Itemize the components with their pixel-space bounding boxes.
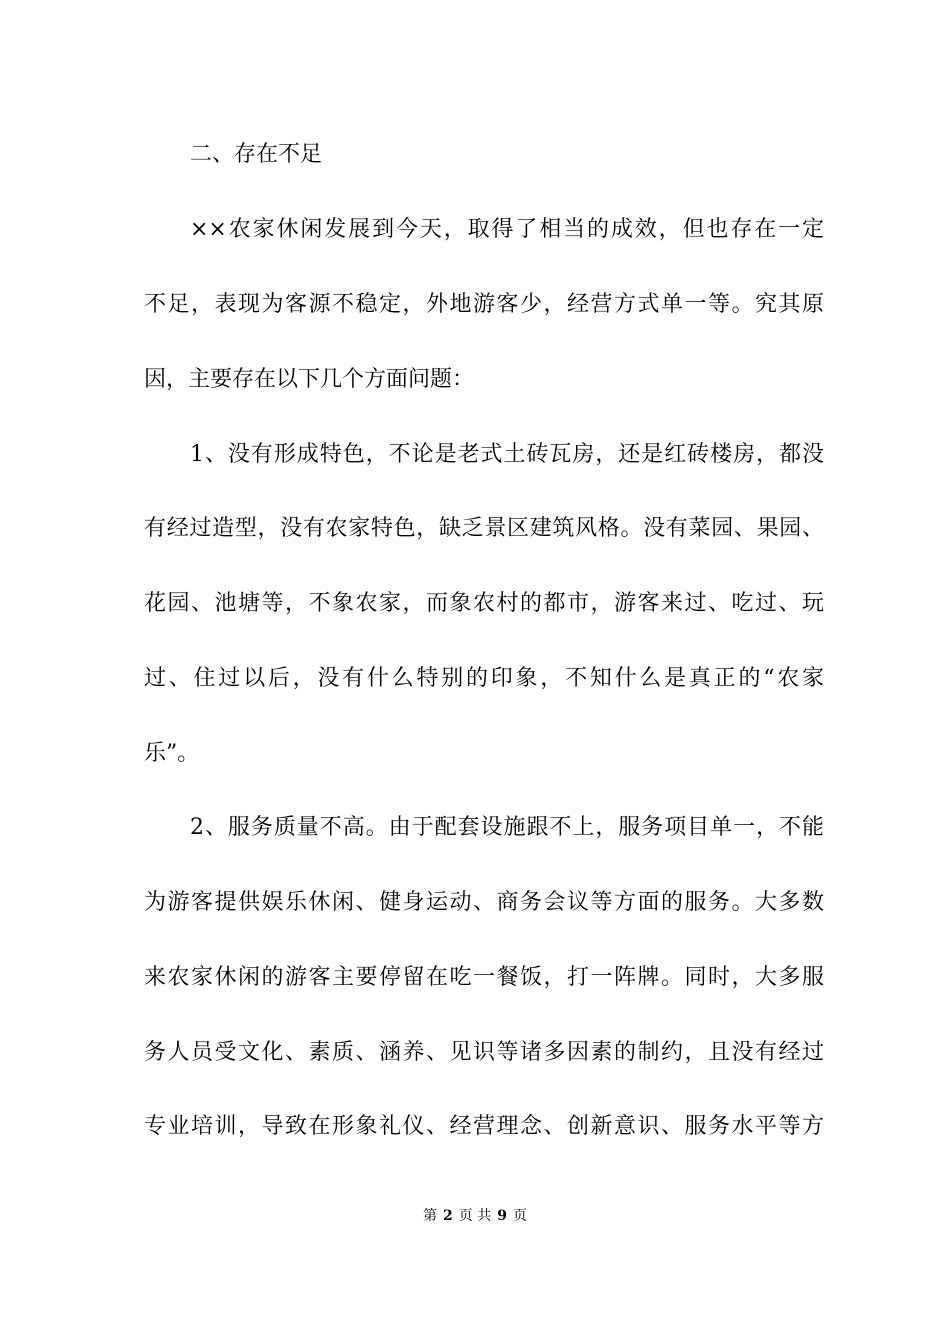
paragraph-line: 为游客提供娱乐休闲、健身运动、商务会议等方面的服务。大多数 <box>144 890 824 915</box>
paragraph-line: ××农家休闲发展到今天，取得了相当的成效，但也存在一定 <box>190 217 824 242</box>
paragraph-line: 1、没有形成特色，不论是老式土砖瓦房，还是红砖楼房，都没 <box>190 442 824 467</box>
total-page-number: 9 <box>497 1208 507 1224</box>
paragraph-line: 因，主要存在以下几个方面问题： <box>144 367 475 392</box>
paragraph-line: 过、住过以后，没有什么特别的印象，不知什么是真正的“农家 <box>144 666 824 691</box>
page-footer <box>0 1206 950 1226</box>
paragraph-line: 花园、池塘等，不象农家，而象农村的都市，游客来过、吃过、玩 <box>144 591 824 616</box>
paragraph-line: 有经过造型，没有农家特色，缺乏景区建筑风格。没有菜园、果园、 <box>144 516 824 541</box>
paragraph-line: 来农家休闲的游客主要停留在吃一餐饭，打一阵牌。同时，大多服 <box>144 965 824 990</box>
footer-prefix: 第 <box>423 1208 438 1224</box>
paragraph-line: 乐”。 <box>144 741 200 766</box>
current-page-number: 2 <box>443 1208 453 1224</box>
footer-suffix: 页 <box>512 1208 527 1224</box>
paragraph-line: 专业培训，导致在形象礼仪、经营理念、创新意识、服务水平等方 <box>144 1114 824 1139</box>
paragraph-line: 不足，表现为客源不稳定，外地游客少，经营方式单一等。究其原 <box>144 292 824 317</box>
paragraph-line: 务人员受文化、素质、涵养、见识等诸多因素的制约，且没有经过 <box>144 1040 824 1065</box>
footer-middle: 页 共 <box>458 1208 492 1224</box>
section-heading: 二、存在不足 <box>190 142 323 167</box>
paragraph-line: 2、服务质量不高。由于配套设施跟不上，服务项目单一，不能 <box>190 815 824 840</box>
